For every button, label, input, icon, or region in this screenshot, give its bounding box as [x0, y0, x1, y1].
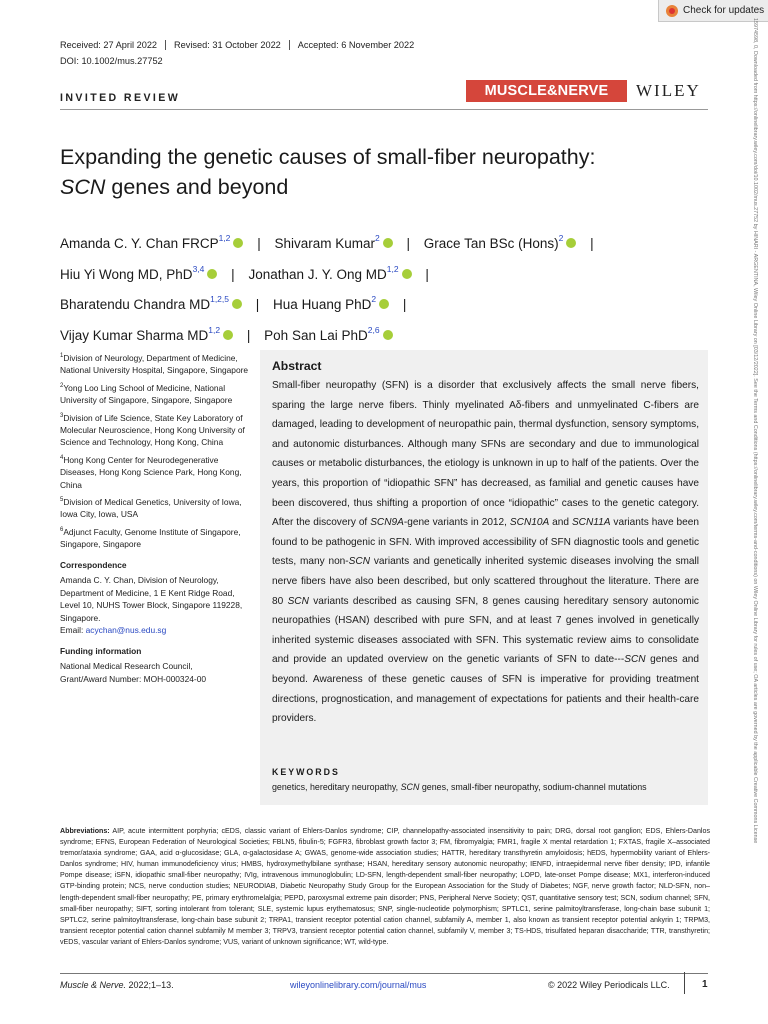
publisher-logo: WILEY	[636, 81, 701, 100]
abstract-gene: SCN	[348, 556, 370, 568]
journal-url-link[interactable]: wileyonlinelibrary.com/journal/mus	[290, 980, 427, 990]
affiliation-text: Hong Kong Center for Neurodegenerative Diseases, Hong Kong Science Park, Hong Kong, China	[60, 454, 242, 490]
author-separator: |	[590, 236, 594, 251]
correspondence-text	[60, 574, 250, 637]
citation	[60, 980, 174, 990]
copyright: © 2022 Wiley Periodicals LLC.	[548, 980, 670, 990]
crossmark-icon	[666, 5, 678, 17]
orcid-icon[interactable]	[223, 330, 233, 340]
author-line-3	[60, 287, 740, 318]
abstract-gene: SCN	[624, 654, 646, 666]
article-dates	[60, 40, 422, 50]
abstract-heading: Abstract	[272, 359, 322, 373]
download-notice-strip	[744, 18, 766, 1018]
author-name: Bharatendu Chandra MD	[60, 297, 211, 312]
title-gene-italic: SCN	[60, 175, 106, 199]
revised-date: Revised: 31 October 2022	[165, 40, 289, 50]
abbreviations-text: AIP, acute intermittent porphyria; cEDS, classic variant of Ehlers-Danlos syndrome; CIP, channelopathy-associated insensitivity to pain; DRG, dorsal root ganglion; EDS, Ehlers-Danlos syndrome; EFNS, European Federation of Neurological Societies; FBLN5, fibulin-5; FGFR3, fibroblast growth factor 3; FM, fibromyalgia; FMR1, fragile X mental retardation 1; FXTAS, fragile X–associated tremor/ataxia syndrome; GAA, acid α-glucosidase; GLA, α-galactosidase A; GWAS, genome-wide association studies; HATTR, hereditary transthyretin amyloidosis; hEDS, hypermobility variant of Ehlers-Danlos syndrome; HIV, human immunodeficiency virus; HMBS, hydroxymethylbilane synthase; HSAN, hereditary sensory autonomic neuropathy; IENFD, intraepidermal nerve fiber density; IPD, infantile Pompe disease; iSFN, idiopathic small-fiber neuropathy; IVIg, intravenous immunoglobulin; LD-SFN, length-dependent small-fiber neuropathy; LOPD, late-onset Pompe disease; MX1, interferon-induced GTP-binding protein; NCS, nerve conduction studies; NEURODIAB, Diabetic Neuropathy Study Group for the European Association for the Study of Diabetes; NGF, nerve growth factor; NLD-SFN, non–length-dependent small-fiber neuropathy; PE, primary erythromelalgia; PEPD, paroxysmal extreme pain disorder; PNS, Peripheral Nerve Society; QST, quantitative sensory test; SCN, sodium channel; SFN, small-fiber neuropathy; SIFT, sorting intolerant from tolerant; SLE, systemic lupus erythematosus; SNP, single-nucleotide polymorphism; SPTLC1, serine palmitoyltransferase, long-chain base subunit 1; SPTLC2, serine palmitoyltransferase, long-chain base subunit 2; TRPA1, transient receptor potential cation channel, subfamily A, member 1, also known as transient receptor potential ankyrin 1; TRPM3, transient receptor potential cation channel subfamily M member 3; TRPV3, transient receptor potential cation channel, subfamily V, member 3; TS-HDS, trisulfated heparan disaccharide; TTR, transthyretin; vEDS, vascular variant of Ehlers-Danlos syndrome; VUS, variant of unknown significance; WT, wild-type.	[60, 827, 710, 946]
author-name: Vijay Kumar Sharma MD	[60, 327, 209, 343]
keywords-text: genetics, hereditary neuropathy,	[272, 782, 401, 792]
author-affiliation-sup: 2	[558, 233, 564, 243]
abstract-text: variants have been found to be pathogenic in SFN. With improved accessibility of SFN diagnostic tools and genetic tests, many non-	[272, 517, 699, 568]
affiliation-item	[60, 494, 250, 521]
section-label: INVITED REVIEW	[60, 92, 181, 104]
abstract-text: variants described as causing SFN, 8 genes causing hereditary sensory autonomic neuropathies (HSAN) described with pure SFN, and at least 7 genes involved in genetically inherited systemic diseases associated with SFN. This systematic review aims to consolidate and provide an updated overview on the genetic variants of SFN to date---	[272, 595, 699, 666]
funding-line-1: National Medical Research Council,	[60, 661, 193, 672]
affiliations-column	[60, 350, 250, 688]
affiliation-item	[60, 350, 250, 377]
keywords-list	[272, 782, 647, 792]
affiliation-text: Adjunct Faculty, Genome Institute of Singapore, Singapore, Singapore	[60, 526, 241, 550]
author-name: Hiu Yi Wong MD, PhD	[60, 266, 193, 282]
author-separator: |	[425, 266, 429, 282]
header-divider	[60, 109, 708, 110]
affiliation-number: 4	[60, 454, 64, 461]
correspondence-email-link[interactable]: acychan@nus.edu.sg	[85, 625, 167, 636]
funding-line-2: Grant/Award Number: MOH-000324-00	[60, 673, 207, 684]
orcid-icon[interactable]	[233, 238, 243, 248]
orcid-icon[interactable]	[383, 238, 393, 248]
keywords-heading: KEYWORDS	[272, 767, 340, 777]
author-separator: |	[231, 266, 235, 282]
abstract-gene: SCN9A	[370, 517, 404, 529]
affiliation-item	[60, 380, 250, 407]
download-notice-text: 15974598, 0, Downloaded from https://onlinelibrary.wiley.com/doi/10.1002/mus.27752 by HINARI - ARGENTINA, Wiley Online Library on [03/12/2022]. See the Terms and Conditions (https://onlinelibrary.wiley.com/terms-and-conditions) on Wiley Online Library for rules of use; OA articles are governed by the applicable Creative Commons License	[752, 18, 758, 844]
affiliation-number: 3	[60, 412, 64, 419]
abbreviations-heading: Abbreviations:	[60, 827, 110, 835]
author-affiliation-sup: 2	[375, 233, 380, 243]
orcid-icon[interactable]	[402, 269, 412, 279]
author-separator: |	[402, 297, 407, 312]
affiliation-text: Division of Life Science, State Key Laboratory of Molecular Neuroscience, Hong Kong University of Science and Technology, Hong Kong, China	[60, 412, 245, 448]
author-name: Shivaram Kumar	[274, 236, 376, 251]
funding-heading: Funding information	[60, 645, 142, 656]
author-separator: |	[255, 297, 260, 312]
affiliation-number: 5	[60, 497, 64, 504]
abstract-gene: SCN10A	[509, 517, 550, 529]
title-line-1: Expanding the genetic causes of small-fiber neuropathy:	[60, 145, 596, 169]
affiliation-number: 6	[60, 526, 64, 533]
abstract-text: Small-fiber neuropathy (SFN) is a disorder that exclusively affects the small nerve fibers, sparing the large nerve fibers. Thinly myelinated Aδ-fibers and unmyelinated C-fibers are damaged, leading to development of neuropathic pain, thermal dysfunction, sensory symptoms, and autonomic disturbances. Although many SFNs are secondary and due to immunological causes or metabolic disturbances, the etiology is unknown in up to half of the patients. Over the years, this proportion of “idiopathic SFN” has decreased, as familial and genetic causes have been discovered, thus shifting a proportion of once “idiopathic” cases to the genetic category. After the discovery of	[272, 380, 699, 529]
keywords-text: genes, small-fiber neuropathy, sodium-channel mutations	[419, 782, 647, 792]
orcid-icon[interactable]	[232, 299, 242, 309]
orcid-icon[interactable]	[566, 238, 576, 248]
author-name: Jonathan J. Y. Ong MD	[248, 266, 387, 282]
keywords-gene: SCN	[400, 782, 420, 792]
author-separator: |	[406, 236, 411, 251]
author-affiliation-sup: 2,6	[367, 324, 380, 335]
affiliation-item	[60, 410, 250, 449]
affiliation-text: Division of Neurology, Department of Medicine, National University Hospital, Singapore, Singapore	[60, 352, 249, 376]
abstract-text: and	[549, 517, 572, 529]
author-affiliation-sup: 1,2,5	[210, 294, 229, 304]
author-affiliation-sup: 2	[371, 294, 377, 304]
article-title	[60, 142, 720, 202]
author-line-4	[60, 318, 740, 349]
author-affiliation-sup: 3,4	[192, 263, 205, 274]
abstract-text: genes and beyond. Awareness of these genetic causes of SFN is imperative for providing treatment directions, prognostication, and management of expectations for patients and their health-care providers.	[272, 654, 700, 725]
author-name: Grace Tan BSc (Hons)	[423, 236, 559, 251]
abstract-gene: SCN11A	[571, 517, 611, 529]
author-affiliation-sup: 1,2	[386, 263, 399, 274]
abstract-gene: SCN	[287, 595, 309, 607]
author-name: Poh San Lai PhD	[264, 327, 368, 343]
check-for-updates-label: Check for updates	[683, 5, 765, 16]
affiliation-text: Division of Medical Genetics, University of Iowa, Iowa City, Iowa, USA	[60, 496, 242, 520]
author-name: Amanda C. Y. Chan FRCP	[60, 236, 219, 251]
journal-logo: MUSCLE&NERVE	[466, 80, 627, 102]
affiliation-number: 1	[60, 353, 64, 359]
footer-page-divider	[684, 972, 685, 994]
author-separator: |	[246, 327, 251, 343]
correspondence-heading: Correspondence	[60, 559, 127, 570]
author-separator: |	[257, 236, 261, 251]
affiliation-item	[60, 524, 250, 551]
citation-journal: Muscle & Nerve.	[60, 980, 127, 990]
title-line-2	[60, 172, 720, 202]
title-line-2-rest: genes and beyond	[105, 175, 289, 199]
page-number: 1	[702, 979, 708, 990]
orcid-icon[interactable]	[207, 269, 217, 279]
affiliation-text: Yong Loo Ling School of Medicine, National University of Singapore, Singapore, Singapore	[60, 382, 233, 406]
funding-text	[60, 660, 250, 685]
abstract-text: variants and genetically inherited systemic diseases involving the small nerve fibers have also been described, but only scattered throughout the literature. There are 80	[272, 556, 699, 607]
author-line-1	[60, 226, 740, 257]
affiliation-number: 2	[60, 382, 64, 389]
orcid-icon[interactable]	[383, 330, 393, 340]
author-list	[60, 226, 740, 348]
received-date: Received: 27 April 2022	[60, 40, 158, 50]
author-affiliation-sup: 1,2	[218, 233, 231, 243]
correspondence-address: Amanda C. Y. Chan, Division of Neurology, Department of Medicine, 1 E Kent Ridge Road, Level 10, NUHS Tower Block, Singapore 119228, Singapore.	[60, 575, 243, 623]
abbreviations-block	[60, 826, 710, 948]
abstract-body	[272, 376, 699, 729]
orcid-icon[interactable]	[379, 299, 389, 309]
affiliation-item	[60, 452, 250, 491]
author-name: Hua Huang PhD	[273, 297, 372, 312]
abstract-text: -gene variants in 2012,	[403, 517, 510, 529]
email-label: Email:	[60, 625, 86, 636]
citation-volume: 2022;1–13.	[126, 980, 174, 990]
doi[interactable]: DOI: 10.1002/mus.27752	[60, 56, 163, 66]
author-affiliation-sup: 1,2	[208, 324, 221, 335]
footer-divider	[60, 973, 708, 974]
author-line-2	[60, 257, 740, 288]
accepted-date: Accepted: 6 November 2022	[289, 40, 422, 50]
